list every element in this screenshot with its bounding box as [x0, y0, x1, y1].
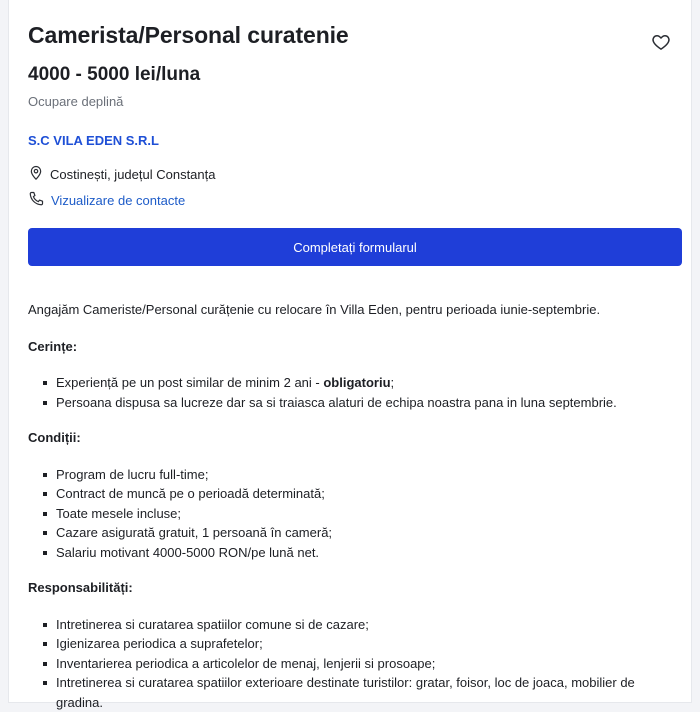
location-text: Costinești, județul Constanța — [50, 167, 215, 182]
job-title: Camerista/Personal curatenie — [28, 22, 349, 49]
map-pin-icon — [28, 164, 50, 184]
list-item: Contract de muncă pe o perioadă determinată; — [56, 484, 678, 504]
description-intro: Angajăm Cameriste/Personal curățenie cu relocare în Villa Eden, pentru perioada iunie-septembrie. — [28, 300, 678, 320]
job-card — [8, 0, 692, 703]
list-item: Experiență pe un post similar de minim 2 ani - obligatoriu; — [56, 373, 678, 393]
list-item: Persoana dispusa sa lucreze dar sa si traiasca alaturi de echipa noastra pana in luna septembrie. — [56, 393, 678, 413]
job-type: Ocupare deplină — [28, 94, 123, 109]
list-item: Igienizarea periodica a suprafetelor; — [56, 634, 678, 654]
salary: 4000 - 5000 lei/luna — [28, 64, 200, 86]
list-item: Salariu motivant 4000-5000 RON/pe lună net. — [56, 543, 678, 563]
job-description — [28, 300, 678, 712]
phone-icon — [28, 190, 51, 210]
heart-outline-icon[interactable] — [651, 32, 671, 52]
list-item: Program de lucru full-time; — [56, 465, 678, 485]
contact-row[interactable] — [28, 190, 185, 210]
list-item: Cazare asigurată gratuit, 1 persoană în cameră; — [56, 523, 678, 543]
responsibilities-list — [28, 615, 678, 712]
conditions-heading: Condiții: — [28, 428, 678, 448]
list-item: Toate mesele incluse; — [56, 504, 678, 524]
requirements-heading: Cerințe: — [28, 337, 678, 357]
requirements-list — [28, 373, 678, 412]
contact-link[interactable]: Vizualizare de contacte — [51, 193, 185, 208]
location-row — [28, 164, 215, 184]
list-item: Intretinerea si curatarea spatiilor comune si de cazare; — [56, 615, 678, 635]
responsibilities-heading: Responsabilități: — [28, 578, 678, 598]
conditions-list — [28, 465, 678, 563]
list-item: Inventarierea periodica a articolelor de menaj, lenjerii si prosoape; — [56, 654, 678, 674]
company-link[interactable]: S.C VILA EDEN S.R.L — [28, 133, 159, 148]
apply-form-button[interactable]: Completați formularul — [28, 228, 682, 266]
list-item: Intretinerea si curatarea spatiilor exterioare destinate turistilor: gratar, foisor, loc de joaca, mobilier de gradina. — [56, 673, 678, 712]
